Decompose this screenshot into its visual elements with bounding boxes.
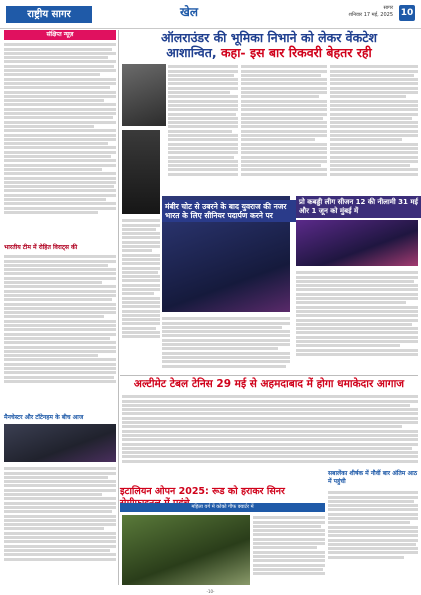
kabaddi-text [296,270,418,357]
story-text-lines-2 [4,466,116,562]
band-top-rule [120,375,418,376]
masthead: राष्ट्रीय सागर [6,6,92,23]
main-headline-red: कहा- इस बार रिकवरी बेहतर रही [220,45,372,60]
kabaddi-headline: प्रो कबड्डी लीग सीजन 12 की नीलामी 31 मई और 1 जून को मुंबई में [296,196,421,218]
kabaddi-auction-photo [296,220,418,266]
player-photo-small [122,64,166,126]
dateline-date: शनिवार 17 मई, 2025 [348,12,393,18]
main-headline-line1: ऑलराउंडर की भूमिका निभाने को लेकर वेंकटेश [160,30,378,45]
page-number: 10 [399,5,415,21]
sabalenka-text [328,490,418,560]
section-title: खेल [180,5,198,19]
yuvraj-text-left [122,218,160,340]
story-headline-rohit: भारतीय टीम में रोहित विराट्स की [4,244,78,251]
dateline-city: सागर [383,5,393,11]
football-photo [4,424,116,462]
sabalenka-headline: सबालेंका शीर्षक में नौवीं बार अंतिम आठ में पहुंची [328,470,418,485]
main-headline-line2 [120,45,418,60]
yuvraj-text-bottom [162,316,290,369]
main-story-text-col3 [330,64,418,177]
story-headline-manchester: मैनचेस्टर और टॉटेनहम के बीच आज [4,414,84,421]
left-column [4,30,116,590]
table-tennis-headline: अल्टीमेट टेबल टेनिस 29 मई से अहमदाबाद में होगा धमाकेदार आगाज [133,378,405,390]
story-text-lines [4,254,116,384]
table-tennis-text [122,394,418,464]
italian-open-text [253,515,325,576]
sinner-photo [122,515,250,585]
dateline [349,5,393,19]
italian-open-subhead: महिला वर्ग में कोको गौफ क्वार्टर में [120,503,325,512]
player-photo-large [122,130,160,214]
main-headline-blue: आशान्वित, [166,45,217,60]
brief-text-lines [4,42,116,215]
column-divider [118,30,119,585]
main-headline [120,30,418,60]
yuvraj-headline: मंबीर चोट से उबरने के बाद युवराज की नजर भारत के लिए सीनियर पदार्पण करने पर [162,200,296,222]
italian-open-headline: इटालियन ओपन 2025: रूड को हराकर सिनर [120,486,285,497]
main-story-text-col2 [241,64,327,177]
brief-label: संक्षिप्त न्यूज़ [4,30,116,40]
main-story-text-col1 [168,64,238,177]
page-header [0,0,421,29]
page-footer: -10- [206,589,215,594]
